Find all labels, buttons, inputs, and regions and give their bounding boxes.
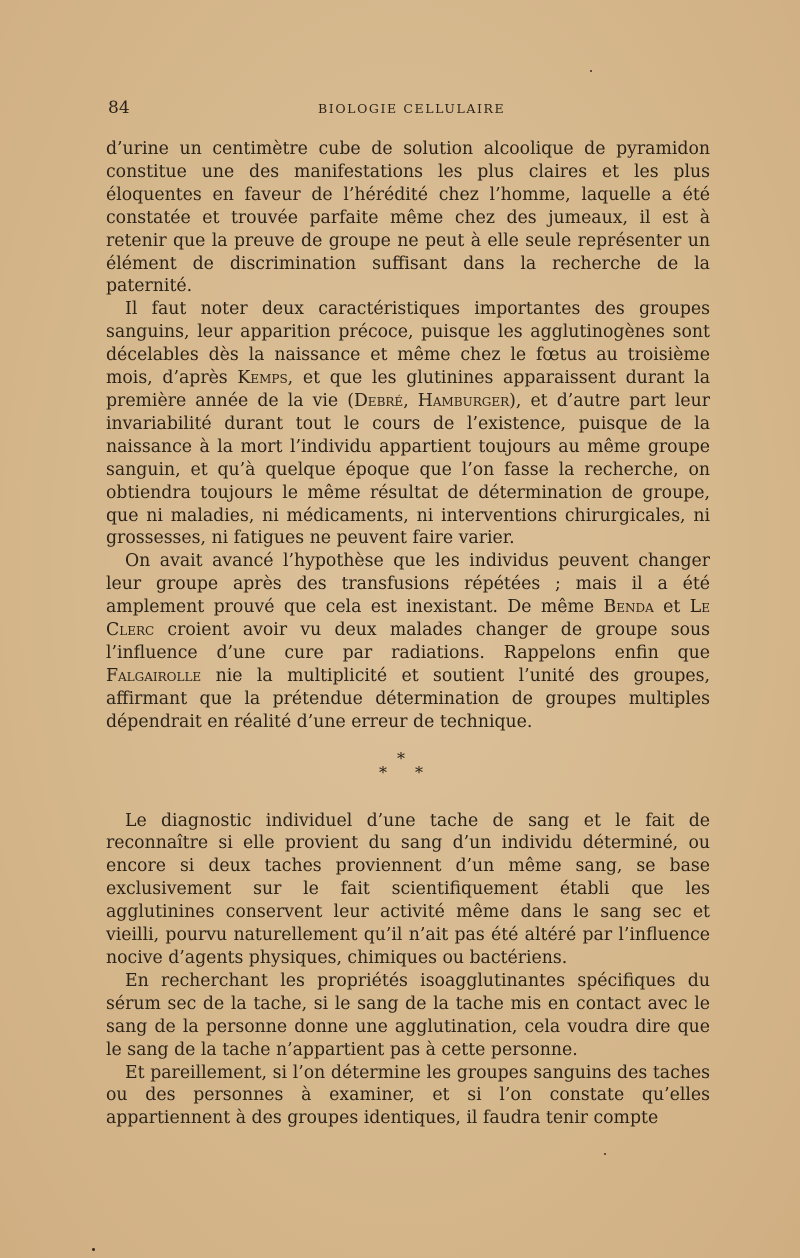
separator-star-icon: *	[415, 762, 423, 782]
paragraph-3: On avait avancé l’hypothèse que les individus peuvent changer leur groupe après des transfusions répétées ; mais il a été amplement prouvé que cela est inexistant. De même Benda et Le Clerc croient avoir vu deux malades changer de groupe sous l’influence d’une cure par radiations. Rappelons enfin que Falgairolle nie la multiplicité et soutient l’unité des groupes, affirmant que la prétendue détermination de groupes multiples dépendrait en réalité d’une erreur de technique.	[106, 551, 710, 732]
ink-speck	[92, 1248, 95, 1251]
paragraph-5: En recherchant les propriétés isoagglutinantes spécifiques du sérum sec de la tache, si le sang de la tache mis en contact avec le sang de la personne donne une agglutination, cela voudra dire que le sang de la tache n’appartient pas à cette personne.	[106, 970, 710, 1060]
paragraph-6: Et pareillement, si l’on détermine les groupes sanguins des taches ou des personnes à examiner, et si l’on constate qu’elles appartiennent à des groupes identiques, il faudra tenir compte	[106, 1062, 710, 1129]
section-separator	[106, 748, 710, 786]
separator-star-icon: *	[379, 762, 387, 782]
author-debre: Debré	[353, 390, 404, 411]
ink-speck	[590, 70, 592, 72]
ink-speck	[604, 1153, 606, 1155]
author-hamburger: Hamburger	[417, 390, 510, 411]
author-falgairolle: Falgairolle	[106, 665, 202, 686]
page-number: 84	[108, 98, 130, 118]
paragraph-2: Il faut noter deux caractéristiques importantes des groupes sanguins, leur apparition précoce, puisque les agglutinogènes sont décelables dès la naissance et même chez le fœtus au troisième mois, d’après Kemps, et que les glutinines apparaissent durant la première année de la vie (Debré, Hamburger), et d’autre part leur invariabilité durant tout le cours de l’existence, puisque de la naissance à la mort l’individu appartient toujours au même groupe sanguin, et qu’à quelque époque que l’on fasse la recherche, on obtiendra toujours le même résultat de détermination de groupe, que ni maladies, ni médicaments, ni interventions chirurgicales, ni grossesses, ni fatigues ne peuvent faire varier.	[106, 299, 710, 549]
paragraph-4: Le diagnostic individuel d’une tache de sang et le fait de reconnaître si elle provient du sang d’un individu déterminé, ou encore si deux taches proviennent d’un même sang, se base exclusivement sur le fait scientifiquement établi que les agglutinines conservent leur activité même dans le sang sec et vieilli, pourvu naturellement qu’il n’ait pas été altéré par l’influence nocive d’agents physiques, chimiques ou bactériens.	[106, 810, 710, 968]
separator-star-icon: *	[397, 748, 405, 768]
author-kemps: Kemps	[237, 368, 288, 389]
author-le-clerc: Le Clerc	[106, 597, 710, 641]
page-header	[108, 98, 708, 122]
author-benda: Benda	[603, 597, 654, 618]
running-title: BIOLOGIE CELLULAIRE	[318, 101, 506, 116]
paragraph-1: d’urine un centimètre cube de solution alcoolique de pyramidon constitue une des manifestations les plus claires et les plus éloquentes en faveur de l’hérédité chez l’homme, laquelle a été constatée et trouvée parfaite même chez des jumeaux, il est à retenir que la preuve de groupe ne peut à elle seule représenter un élément de discrimination suffisant dans la recherche de la paternité.	[106, 139, 710, 297]
body-text	[106, 138, 710, 1130]
